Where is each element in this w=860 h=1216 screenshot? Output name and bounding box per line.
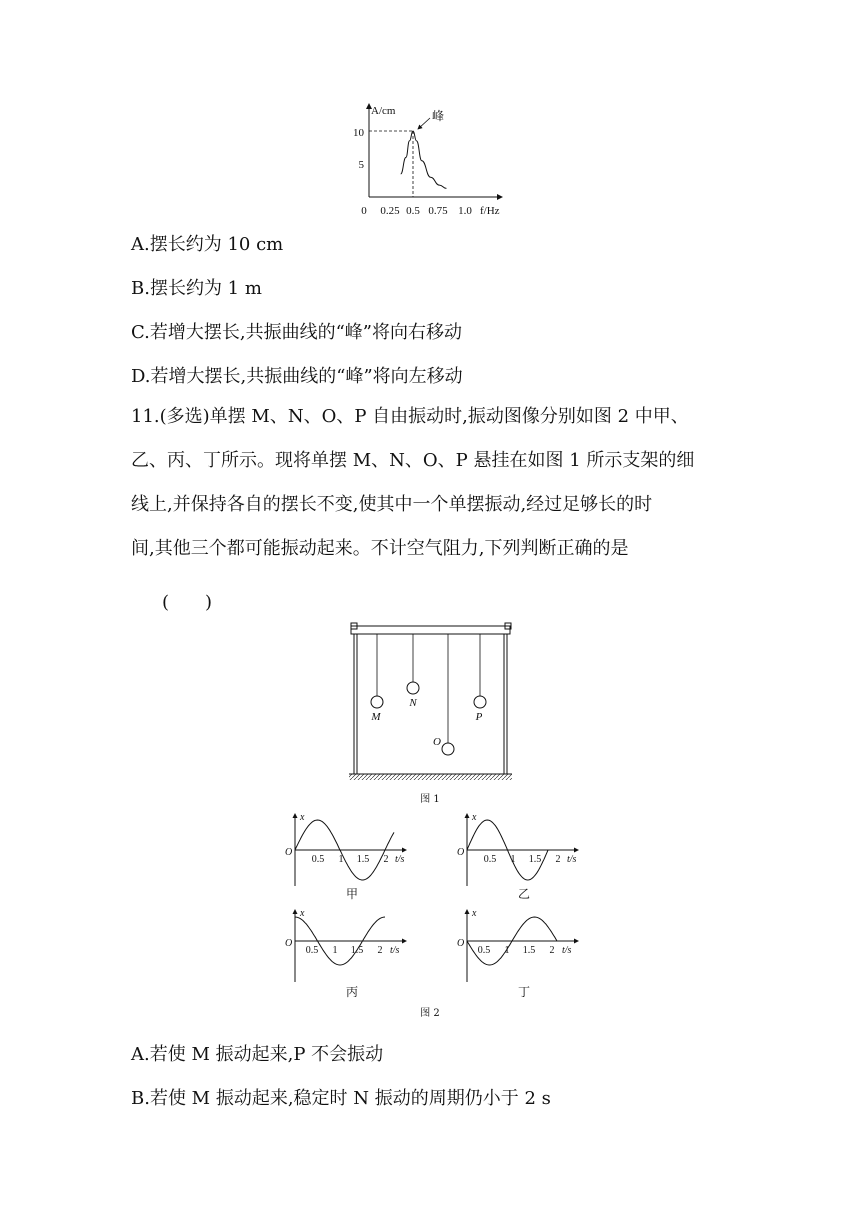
tick: 1 (338, 854, 344, 865)
option-text: 若使 M 振动起来,稳定时 N 振动的周期仍小于 2 s (149, 1088, 551, 1109)
bob-m (371, 696, 383, 708)
origin: O (285, 847, 293, 858)
tick: 1.5 (350, 945, 364, 956)
origin: O (285, 938, 293, 949)
figure-2-caption: 图 2 (420, 1008, 440, 1019)
y-label: x (300, 908, 305, 919)
tick: 0.5 (477, 945, 491, 956)
tick: 2 (555, 854, 561, 865)
origin: O (457, 847, 465, 858)
figure-2-graphs (282, 808, 582, 1000)
graph-jia (285, 812, 406, 901)
y-tick-10: 10 (353, 127, 364, 139)
tick: 1.5 (522, 945, 536, 956)
resonance-curve (401, 131, 447, 188)
tick: 2 (383, 854, 389, 865)
option-text: 若增大摆长,共振曲线的“峰”将向左移动 (150, 366, 463, 387)
q11-option-b (131, 1084, 551, 1110)
x-unit: t/s (390, 945, 400, 956)
bob-o (442, 743, 454, 755)
x-tick-0.75: 0.75 (428, 205, 448, 217)
label-n: N (409, 697, 417, 709)
option-letter: B. (131, 1088, 150, 1109)
tick: 1 (504, 945, 510, 956)
q11-option-a (131, 1040, 383, 1066)
label-p: P (475, 711, 483, 723)
option-letter: A. (131, 1044, 150, 1065)
panel-label: 甲 (345, 887, 359, 901)
answer-bracket: ( ) (162, 592, 213, 613)
question-line: 线上,并保持各自的摆长不变,使其中一个单摆振动,经过足够长的时 (131, 494, 653, 515)
x-tick-0.5: 0.5 (406, 205, 420, 217)
option-text: 摆长约为 10 cm (149, 234, 284, 255)
y-label: x (300, 812, 305, 823)
option-letter: D. (131, 366, 151, 387)
panel-label: 丙 (345, 985, 359, 999)
x-unit: t/s (562, 945, 572, 956)
panel-label: 丁 (517, 985, 531, 999)
tick: 1 (332, 945, 338, 956)
x-tick-1.0: 1.0 (458, 205, 472, 217)
y-tick-5: 5 (358, 159, 364, 171)
panel-label: 乙 (517, 887, 531, 901)
option-text: 若使 M 振动起来,P 不会振动 (149, 1044, 384, 1065)
tick: 1.5 (528, 854, 542, 865)
tick: 0.5 (483, 854, 497, 865)
tick: 0.5 (311, 854, 325, 865)
question-line: 11.(多选)单摆 M、N、O、P 自由振动时,振动图像分别如图 2 中甲、 (131, 406, 689, 427)
bob-p (474, 696, 486, 708)
y-label: x (472, 812, 477, 823)
option-d (131, 362, 463, 388)
question-line: 间,其他三个都可能振动起来。不计空气阻力,下列判断正确的是 (131, 538, 629, 559)
question-11 (131, 395, 731, 571)
label-m: M (371, 711, 381, 723)
question-line: 乙、丙、丁所示。现将单摆 M、N、O、P 悬挂在如图 1 所示支架的细 (131, 450, 695, 471)
top-beam (351, 626, 510, 634)
tick: 0.5 (305, 945, 319, 956)
y-label: x (472, 908, 477, 919)
resonance-chart (340, 98, 530, 220)
x-unit: t/s (395, 854, 405, 865)
option-c (131, 318, 462, 344)
option-letter: B. (131, 278, 150, 299)
origin-label: 0 (361, 205, 367, 217)
option-a (131, 230, 283, 256)
option-b (131, 274, 262, 300)
figure-1-caption: 图 1 (420, 794, 440, 805)
x-tick-0.25: 0.25 (380, 205, 400, 217)
x-unit: t/s (567, 854, 577, 865)
option-text: 若增大摆长,共振曲线的“峰”将向右移动 (149, 322, 462, 343)
graph-yi (457, 812, 578, 901)
tick: 1 (510, 854, 516, 865)
peak-arrow (418, 118, 430, 129)
option-letter: A. (131, 234, 150, 255)
option-letter: C. (131, 322, 150, 343)
figure-1-pendulums (340, 618, 525, 790)
graph-bing (285, 908, 406, 999)
tick: 2 (377, 945, 383, 956)
graph-ding (457, 908, 578, 999)
peak-label: 峰 (432, 109, 445, 123)
y-axis-label: A/cm (371, 105, 396, 117)
origin: O (457, 938, 465, 949)
tick: 1.5 (356, 854, 370, 865)
bob-n (407, 682, 419, 694)
option-text: 摆长约为 1 m (149, 278, 262, 299)
label-o: O (433, 736, 441, 748)
tick: 2 (549, 945, 555, 956)
x-axis-label: f/Hz (480, 205, 500, 217)
ground-hatch (349, 774, 512, 780)
